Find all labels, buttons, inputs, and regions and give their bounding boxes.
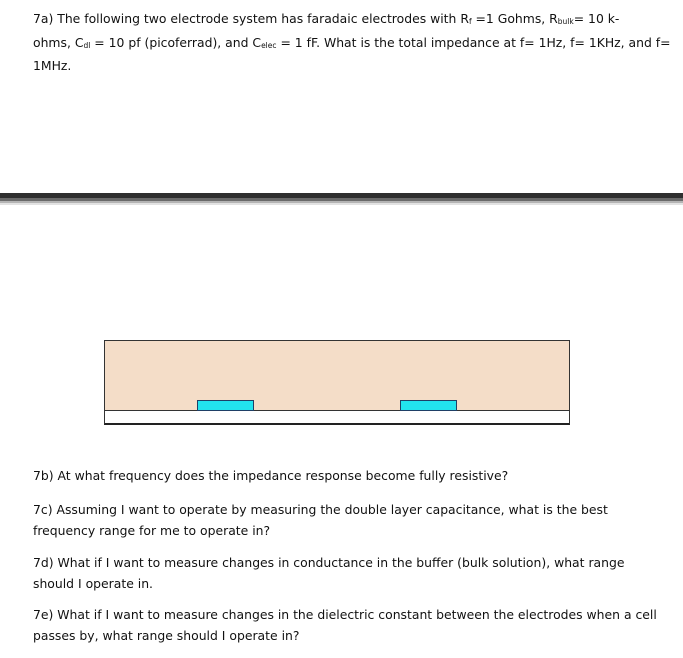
- q7a-text-1: 7a) The following two electrode system has faradaic electrodes with R: [33, 11, 469, 26]
- rbulk-subscript: bulk: [557, 17, 574, 26]
- celec-subscript: elec: [261, 40, 277, 50]
- question-7a: [33, 9, 673, 77]
- q7a-text-4: ohms, C: [33, 34, 84, 50]
- question-7e: [33, 605, 673, 646]
- q7c-line-1: 7c) Assuming I want to operate by measuring the double layer capacitance, what is the best: [33, 502, 608, 517]
- q7d-line-1: 7d) What if I want to measure changes in conductance in the buffer (bulk solution), what range: [33, 555, 625, 570]
- q7a-text-3: = 10 k-: [573, 11, 620, 26]
- bulk-solution-chamber: [104, 340, 570, 411]
- question-7b: 7b) At what frequency does the impedance response become fully resistive?: [33, 468, 509, 483]
- question-7c: [33, 500, 673, 541]
- q7e-line-2: passes by, what range should I operate in?: [33, 627, 300, 643]
- q7a-text-7: 1MHz.: [33, 58, 72, 73]
- rf-subscript: f: [468, 17, 472, 26]
- q7a-text-6: = 1 fF. What is the total impedance at f= 1Hz, f= 1KHz, and f=: [276, 34, 671, 50]
- q7a-text-2: =1 Gohms, R: [471, 11, 558, 26]
- electrode-diagram: [104, 340, 570, 424]
- left-electrode: [197, 400, 254, 411]
- q7e-line-1: 7e) What if I want to measure changes in the dielectric constant between the electrodes when a cell: [33, 607, 657, 622]
- q7c-line-2: frequency range for me to operate in?: [33, 522, 271, 538]
- q7d-line-2: should I operate in.: [33, 575, 153, 591]
- q7a-text-5: = 10 pf (picoferrad), and C: [90, 34, 262, 50]
- substrate: [104, 410, 570, 425]
- separator-fade: [0, 203, 683, 205]
- right-electrode: [400, 400, 457, 411]
- cdl-subscript: dl: [83, 40, 91, 50]
- question-7d: [33, 553, 673, 594]
